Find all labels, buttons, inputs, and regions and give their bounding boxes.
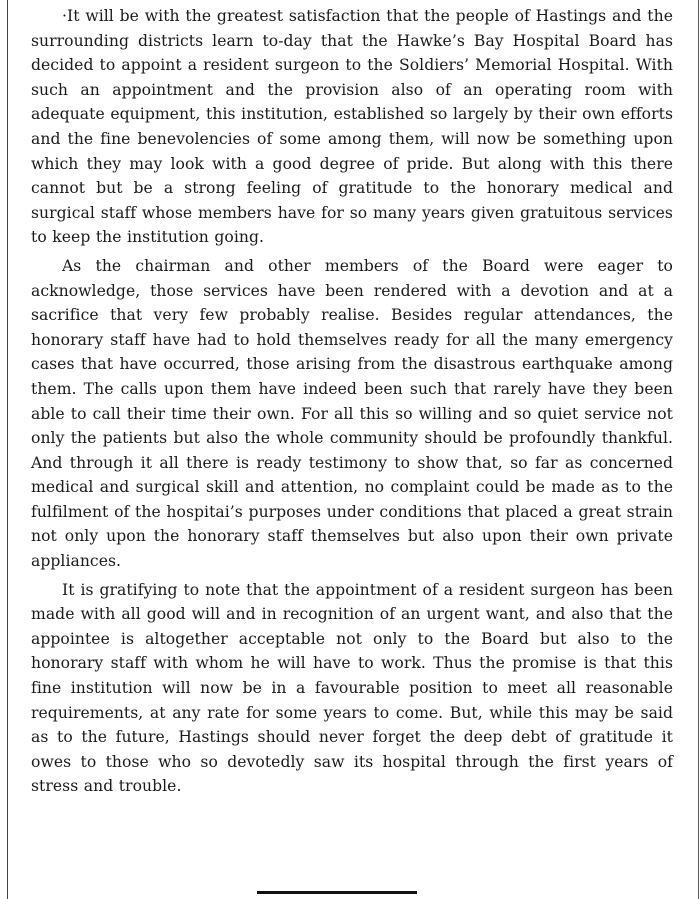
paragraph-honorary-staff: As the chairman and other members of the Board were eager to acknowledge, those services have been rendered with a devotion and at a sacrifice that very few probably realise. Besides regular attendances, the honorary staff have had to hold themselves ready for all the many emergency cases that have occurred, those arising from the disastrous earthquake among them. The calls upon them have indeed been such that rarely have they been able to call their time their own. For all this so willing and so quiet service not only the patients but also the whole community should be profoundly thankful. And through it all there is ready testimony to show that, so far as concerned medical and surgical skill and attention, no complaint could be made as to the fulfilment of the hospitai’s purposes under conditions that placed a great strain not only upon the honorary staff themselves but also upon their own private appliances.	[31, 256, 673, 571]
paragraph-gratitude: It is gratifying to note that the appointment of a resident surgeon has been made with all good will and in recognition of an urgent want, and also that the appointee is altogether acceptable not only to the Board but also to the honorary staff with whom he will have to work. Thus the promise is that this fine institution will now be in a favourable position to meet all reasonable requirements, at any rate for some years to come. But, while this may be said as to the future, Hastings should never forget the deep debt of gratitude it owes to those who so devotedly saw its hospital through the first years of stress and trouble.	[31, 580, 673, 796]
editorial-column	[31, 4, 673, 799]
column-rule-right	[698, 0, 699, 899]
paragraph-resident-surgeon: ·It will be with the greatest satisfaction that the people of Hastings and the surrounding districts learn to-day that the Hawke’s Bay Hospital Board has decided to appoint a resident surgeon to the Soldiers’ Memorial Hospital. With such an appointment and the provision also of an operating room with adequate equipment, this institution, established so largely by their own efforts and the fine benevolencies of some among them, will now be something upon which they may look with a good degree of pride. But along with this there cannot but be a strong feeling of gratitude to the honorary medical and surgical staff whose members have for so many years given gratuitous services to keep the institution going.	[31, 7, 673, 247]
closing-rule	[257, 891, 417, 894]
column-rule-left	[7, 0, 8, 899]
